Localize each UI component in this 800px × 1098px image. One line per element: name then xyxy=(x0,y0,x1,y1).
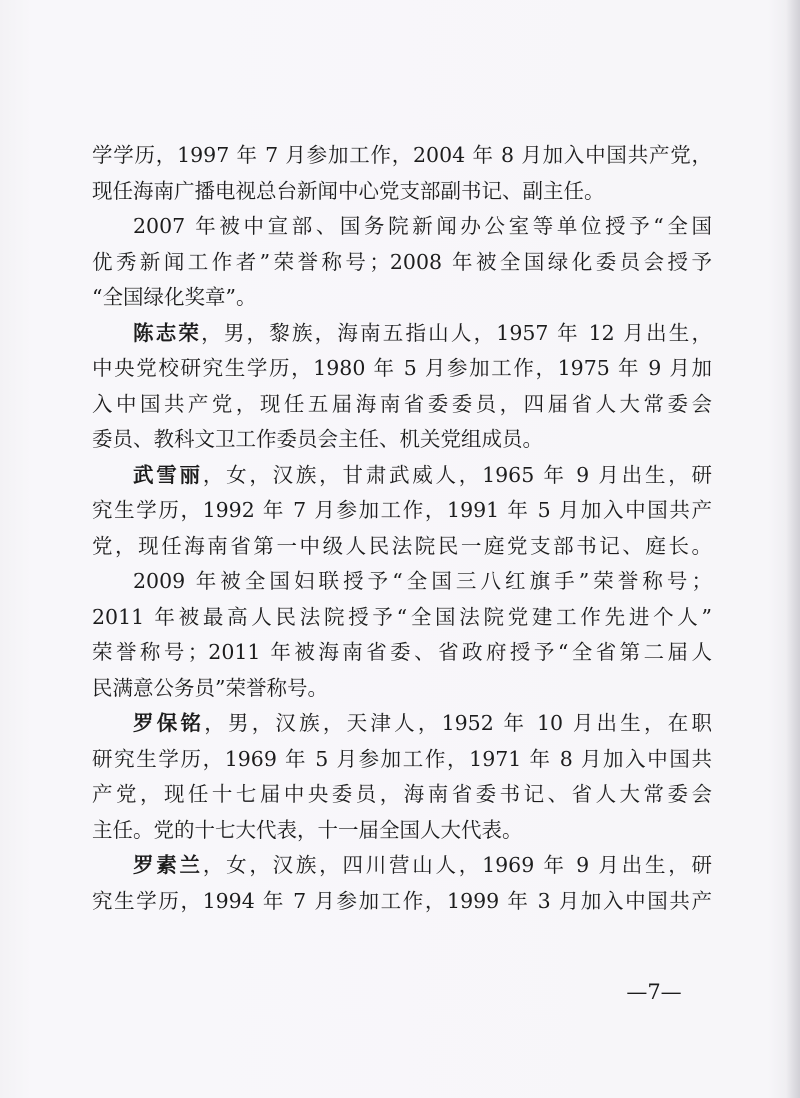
line-text: ，女，汉族，甘肃武威人，1965 年 9 月出生，研 xyxy=(202,462,712,487)
text-line: 现任海南广播电视总台新闻中心党支部副书记、副主任。 xyxy=(92,178,605,203)
text-line: 委员、教科文卫工作委员会主任、机关党组成员。 xyxy=(92,427,543,451)
text-line: 中央党校研究生学历，1980 年 5 月参加工作，1975 年 9 月加 xyxy=(92,356,712,380)
text-line: 民满意公务员”荣誉称号。 xyxy=(92,675,328,700)
text-line xyxy=(92,316,712,352)
text-line: 2009 年被全国妇联授予“全国三八红旗手”荣誉称号； xyxy=(133,569,712,593)
text-line: “全国绿化奖章”。 xyxy=(92,285,257,309)
text-line: 究生学历，1992 年 7 月参加工作，1991 年 5 月加入中国共产 xyxy=(92,498,712,522)
text-line: 党，现任海南省第一中级人民法院民一庭党支部书记、庭长。 xyxy=(92,533,712,558)
text-line: 荣誉称号；2011 年被海南省委、省政府授予“全省第二届人 xyxy=(92,640,712,664)
text-line: 2007 年被中宣部、国务院新闻办公室等单位授予“全国 xyxy=(133,214,712,238)
line-text: ，女，汉族，四川营山人，1969 年 9 月出生，研 xyxy=(202,853,712,877)
text-line xyxy=(92,706,712,742)
line-text: ，男，汉族，天津人，1952 年 10 月出生，在职 xyxy=(204,711,712,735)
person-name: 罗保铭 xyxy=(133,711,205,735)
person-name: 武雪丽 xyxy=(133,462,203,487)
text-line: 究生学历，1994 年 7 月参加工作，1999 年 3 月加入中国共产 xyxy=(92,888,712,913)
text-line: 产党，现任十七届中央委员，海南省委书记、省人大常委会 xyxy=(92,782,712,806)
text-line: 入中国共产党，现任五届海南省委委员，四届省人大常委会 xyxy=(92,391,712,416)
text-line: 2011 年被最高人民法院授予“全国法院党建工作先进个人” xyxy=(92,604,712,629)
line-text: ，男，黎族，海南五指山人，1957 年 12 月出生， xyxy=(201,320,712,345)
text-line: 主任。党的十七大代表，十一届全国人大代表。 xyxy=(92,817,523,842)
document-body xyxy=(92,138,712,919)
text-line xyxy=(92,458,712,494)
text-line: 研究生学历，1969 年 5 月参加工作，1971 年 8 月加入中国共 xyxy=(92,746,712,771)
text-line: 优秀新闻工作者”荣誉称号；2008 年被全国绿化委员会授予 xyxy=(92,249,712,274)
person-name: 陈志荣 xyxy=(133,320,202,345)
page-edge-shadow xyxy=(786,0,800,1098)
text-line xyxy=(92,848,712,884)
page-number: —7— xyxy=(626,980,682,1004)
text-line: 学学历，1997 年 7 月参加工作，2004 年 8 月加入中国共产党， xyxy=(92,143,712,167)
person-name: 罗素兰 xyxy=(133,853,203,877)
